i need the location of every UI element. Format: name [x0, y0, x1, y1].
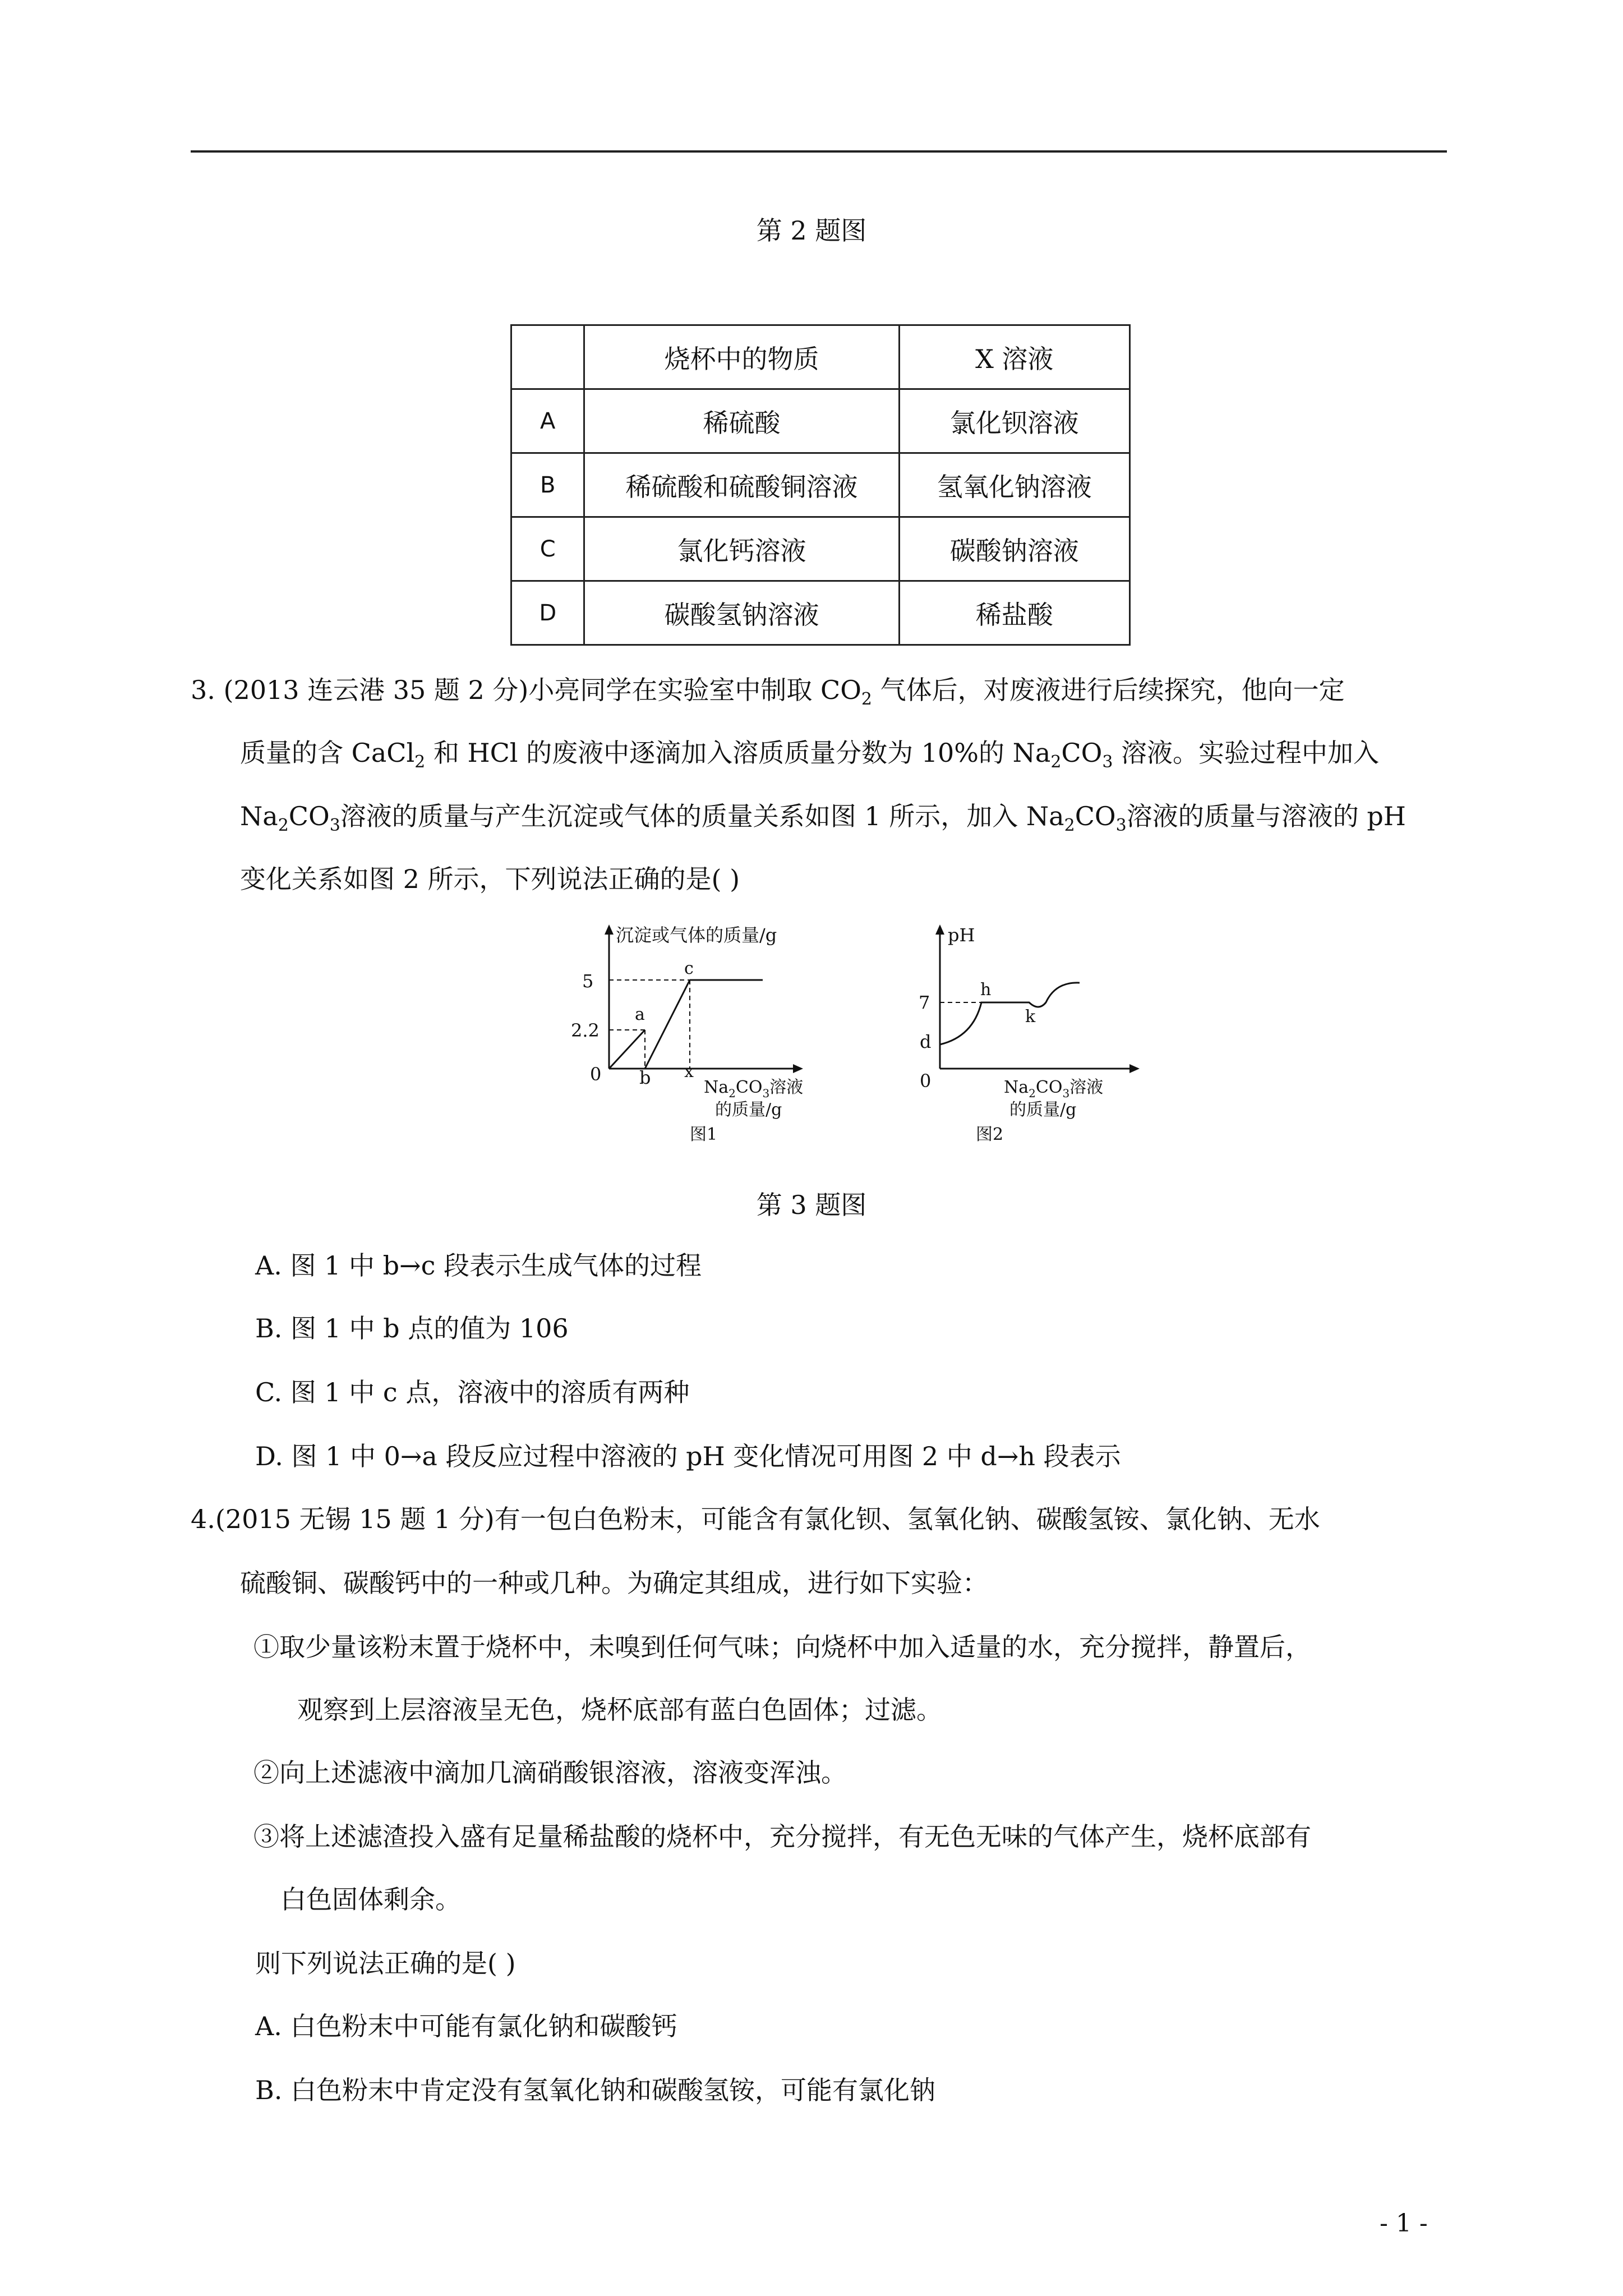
table-cell: A [511, 389, 584, 453]
x-axis-arrow-icon [1129, 1064, 1140, 1073]
table-row [511, 517, 1130, 581]
table-row [511, 389, 1130, 453]
q4-step-3-cont: 白色固体剩余。 [280, 1884, 461, 1915]
table-cell [511, 325, 584, 389]
x-axis-label-line2: 的质量/g [1009, 1100, 1077, 1120]
chart-figure-2 [897, 920, 1161, 1167]
origin-label: 0 [920, 1070, 932, 1092]
table-cell: B [511, 453, 584, 517]
table-row [511, 581, 1130, 645]
point-label-k: k [1025, 1007, 1036, 1027]
chart-figure-1 [555, 920, 869, 1167]
y-tick-label: 2.2 [571, 1020, 600, 1041]
x-axis-label: $Na_2CO_3$溶液 [704, 1078, 804, 1100]
table-cell: X 溶液 [899, 325, 1130, 389]
table-cell: 氯化钙溶液 [584, 517, 899, 581]
x-tick-label: b [639, 1067, 651, 1088]
q3-line-4: 变化关系如图 2 所示，下列说法正确的是( ) [240, 864, 740, 894]
table-cell: 碳酸氢钠溶液 [584, 581, 899, 645]
x-axis-label-line2: 的质量/g [715, 1100, 782, 1120]
point-label-c: c [684, 959, 694, 978]
q4-line-1: 4.(2015 无锡 15 题 1 分)有一包白色粉末，可能含有氯化钡、氢氧化钠、碳酸氢铵、氯化钠、无水 [191, 1504, 1320, 1534]
q4-option-a: A. 白色粉末中可能有氯化钠和碳酸钙 [255, 2011, 677, 2041]
table-cell: 稀盐酸 [899, 581, 1130, 645]
y-tick-label: d [920, 1031, 932, 1052]
table-cell: 氢氧化钠溶液 [899, 453, 1130, 517]
figure-caption-q2: 第 2 题图 [756, 215, 867, 246]
origin-label: 0 [590, 1064, 602, 1085]
table-cell: C [511, 517, 584, 581]
q3-line-1: 3. (2013 连云港 35 题 2 分)小亮同学在实验室中制取 $CO_2$ 气体后，对废液进行后续探究，他向一定 [191, 675, 1345, 709]
q3-option-b: B. 图 1 中 b 点的值为 106 [255, 1313, 569, 1343]
gas-series-line [609, 1030, 645, 1069]
q4-step-3: ③将上述滤渣投入盛有足量稀盐酸的烧杯中，充分搅拌，有无色无味的气体产生，烧杯底部有 [253, 1821, 1311, 1852]
q4-step-1: ①取少量该粉末置于烧杯中，未嗅到任何气味；向烧杯中加入适量的水，充分搅拌，静置后， [253, 1632, 1311, 1662]
q3-option-d: D. 图 1 中 0→a 段反应过程中溶液的 pH 变化情况可用图 2 中 d→h 段表示 [255, 1441, 1121, 1471]
y-axis-arrow-icon [935, 924, 944, 935]
y-axis-label: 沉淀或气体的质量/g [616, 924, 777, 946]
q3-option-c: C. 图 1 中 c 点，溶液中的溶质有两种 [255, 1377, 690, 1407]
table-cell: D [511, 581, 584, 645]
q4-step-1-cont: 观察到上层溶液呈无色，烧杯底部有蓝白色固体；过滤。 [297, 1695, 942, 1725]
table-cell: 稀硫酸 [584, 389, 899, 453]
y-tick-label: 5 [582, 970, 594, 992]
table-row [511, 453, 1130, 517]
figure-1-caption: 图1 [690, 1125, 718, 1144]
y-tick-label: 7 [919, 992, 930, 1013]
q4-step-2: ②向上述滤液中滴加几滴硝酸银溶液，溶液变浑浊。 [253, 1757, 847, 1788]
y-axis-arrow-icon [605, 924, 614, 935]
table-cell: 碳酸钠溶液 [899, 517, 1130, 581]
y-axis-label: pH [948, 924, 975, 946]
q4-option-b: B. 白色粉末中肯定没有氢氧化钠和碳酸氢铵，可能有氯化钠 [255, 2075, 936, 2105]
ph-series-line [940, 983, 1080, 1045]
point-label-h: h [980, 980, 992, 1000]
q3-line-3: $Na_2CO_3$溶液的质量与产生沉淀或气体的质量关系如图 1 所示，加入 $Na_2CO_3$溶液的质量与溶液的 pH [240, 801, 1406, 835]
q3-option-a: A. 图 1 中 b→c 段表示生成气体的过程 [255, 1250, 702, 1281]
page-number: - 1 - [1380, 2209, 1428, 2238]
point-label-a: a [635, 1005, 645, 1024]
table-cell: 氯化钡溶液 [899, 389, 1130, 453]
q4-line-2: 硫酸铜、碳酸钙中的一种或几种。为确定其组成，进行如下实验： [240, 1568, 988, 1598]
x-axis-arrow-icon [793, 1064, 803, 1073]
figure-caption-q3: 第 3 题图 [756, 1190, 867, 1220]
precipitate-series-line [645, 980, 690, 1069]
table-header-row [511, 325, 1130, 389]
x-axis-label: $Na_2CO_3$溶液 [1004, 1078, 1104, 1100]
q3-line-2: 质量的含 CaCl$_2$ 和 HCl 的废液中逐滴加入溶质质量分数为 10%的 $Na_2CO_3$ 溶液。实验过程中加入 [240, 738, 1380, 772]
table-cell: 稀硫酸和硫酸铜溶液 [584, 453, 899, 517]
header-rule [191, 150, 1447, 153]
figure-2-caption: 图2 [976, 1125, 1004, 1144]
x-tick-label: x [684, 1062, 694, 1082]
q4-question: 则下列说法正确的是( ) [255, 1948, 516, 1978]
q2-table [510, 324, 1131, 646]
table-cell: 烧杯中的物质 [584, 325, 899, 389]
